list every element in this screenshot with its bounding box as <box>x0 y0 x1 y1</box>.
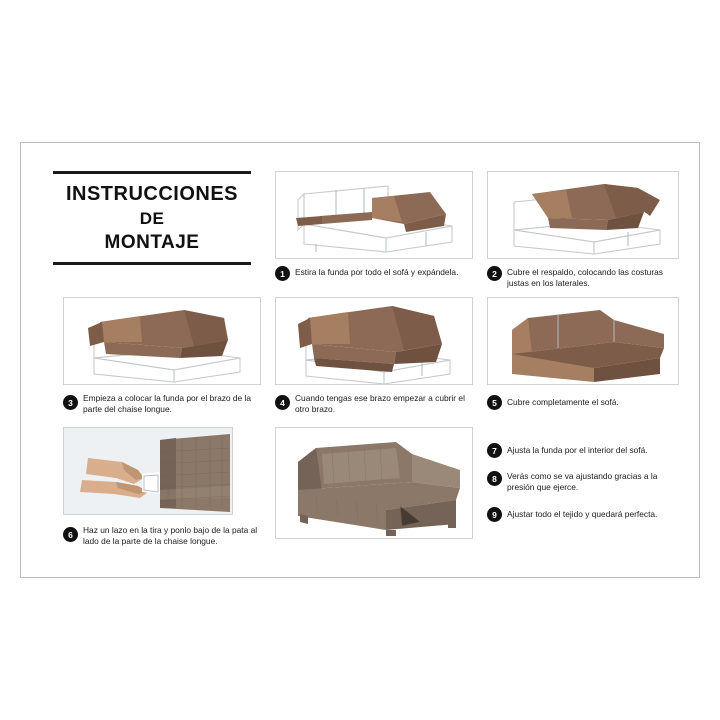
step-6-illustration <box>63 427 233 515</box>
step-1-caption: Estira la funda por todo el sofá y expándela. <box>295 267 459 277</box>
steps-789-illustration <box>275 427 473 539</box>
step-2-bullet: 2 <box>487 266 502 281</box>
instruction-sheet <box>20 142 700 578</box>
step-5-illustration <box>487 297 679 385</box>
title-rule-bottom <box>53 262 251 265</box>
instruction-grid <box>35 155 687 567</box>
step-1-illustration <box>275 171 473 259</box>
step-5-bullet: 5 <box>487 395 502 410</box>
step-1-bullet: 1 <box>275 266 290 281</box>
step-6-caption: Haz un lazo en la tira y ponlo bajo de la pata al lado de la parte de la chaise longue. <box>83 525 258 547</box>
step-4-illustration <box>275 297 473 385</box>
step-3-bullet: 3 <box>63 395 78 410</box>
title-line-3: MONTAJE <box>104 231 200 253</box>
step-8-caption: Verás como se va ajustando gracias a la presión que ejerce. <box>507 471 658 493</box>
step-7-bullet: 7 <box>487 443 502 458</box>
step-2-illustration <box>487 171 679 259</box>
step-9-bullet: 9 <box>487 507 502 522</box>
title-line-1: INSTRUCCIONES <box>65 183 239 205</box>
step-5-caption: Cubre completamente el sofá. <box>507 397 619 407</box>
step-6-bullet: 6 <box>63 527 78 542</box>
step-2-caption: Cubre el respaldo, colocando las costuras justas en los laterales. <box>507 267 663 289</box>
title-line-2: DE <box>139 209 165 228</box>
step-4-bullet: 4 <box>275 395 290 410</box>
step-3-caption: Empieza a colocar la funda por el brazo de la parte del chaise longue. <box>83 393 252 415</box>
step-7-caption: Ajusta la funda por el interior del sofá. <box>507 445 648 455</box>
title-block <box>47 171 257 265</box>
step-9-caption: Ajustar todo el tejido y quedará perfecta. <box>507 509 658 519</box>
step-8-bullet: 8 <box>487 471 502 486</box>
step-4-caption: Cuando tengas ese brazo empezar a cubrir el otro brazo. <box>295 393 465 415</box>
title-rule-top <box>53 171 251 174</box>
step-3-illustration <box>63 297 261 385</box>
